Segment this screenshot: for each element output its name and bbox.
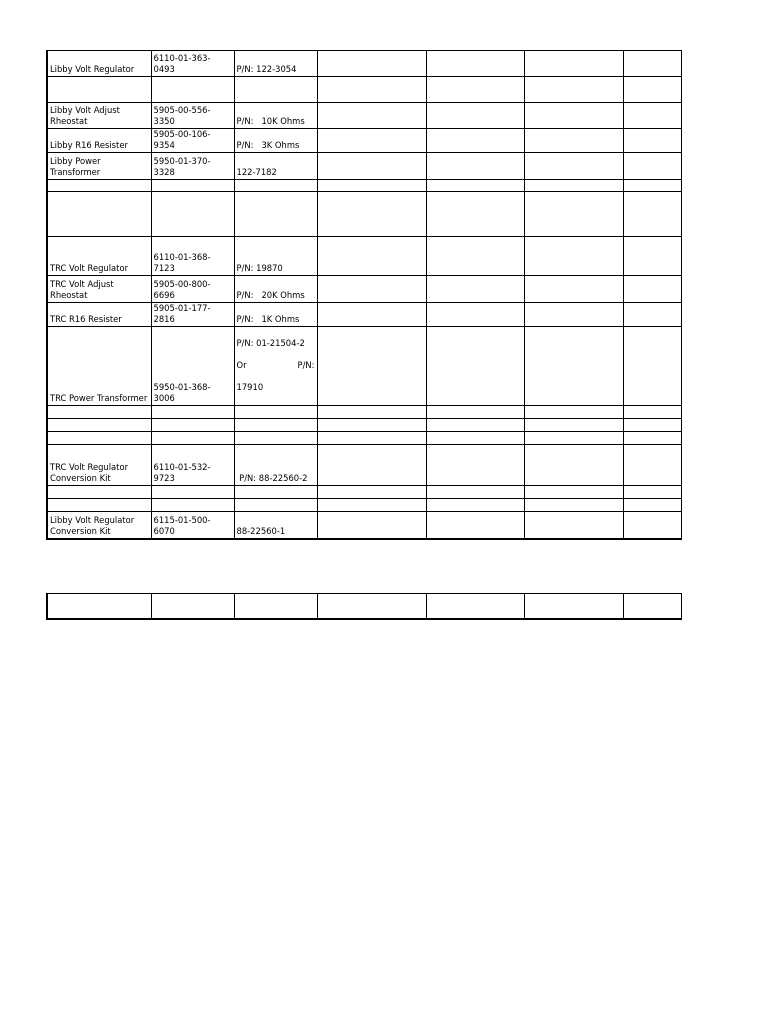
empty-cell[interactable] (623, 180, 681, 192)
empty-cell[interactable] (524, 153, 623, 180)
part-number-cell[interactable]: P/N: 10K Ohms (234, 103, 317, 129)
nsn-cell[interactable] (151, 486, 234, 499)
empty-cell[interactable] (623, 51, 681, 77)
part-number-alt-word: Or (236, 360, 247, 370)
empty-cell[interactable] (524, 432, 623, 445)
empty-cell[interactable] (623, 594, 681, 619)
empty-cell[interactable] (524, 499, 623, 512)
empty-cell[interactable] (426, 276, 524, 303)
part-number-cell[interactable] (234, 499, 317, 512)
nsn-cell[interactable]: 6110-01-532-9723 (151, 445, 234, 486)
empty-cell[interactable] (426, 103, 524, 129)
empty-cell[interactable] (524, 237, 623, 276)
empty-cell[interactable] (623, 237, 681, 276)
empty-cell[interactable] (317, 180, 426, 192)
empty-cell[interactable] (426, 512, 524, 539)
part-number-cell[interactable] (234, 432, 317, 445)
empty-cell[interactable] (524, 192, 623, 237)
empty-cell[interactable] (524, 129, 623, 153)
empty-cell[interactable] (623, 486, 681, 499)
part-number-cell[interactable] (234, 406, 317, 419)
empty-cell[interactable] (317, 327, 426, 406)
part-number-cell[interactable]: P/N: 1K Ohms (234, 303, 317, 327)
empty-cell[interactable] (524, 445, 623, 486)
empty-cell[interactable] (317, 419, 426, 432)
empty-cell[interactable] (524, 180, 623, 192)
empty-cell[interactable] (623, 445, 681, 486)
empty-cell[interactable] (317, 276, 426, 303)
nsn-cell[interactable]: 6110-01-368-7123 (151, 237, 234, 276)
part-number-cell[interactable]: P/N: 3K Ohms (234, 129, 317, 153)
nsn-cell[interactable]: 5950-01-370-3328 (151, 153, 234, 180)
item-description-cell[interactable] (47, 180, 151, 192)
item-description-cell[interactable]: Libby Power Transformer (47, 153, 151, 180)
nsn-cell[interactable]: 5905-00-800-6696 (151, 276, 234, 303)
nsn-cell[interactable] (151, 192, 234, 237)
empty-cell[interactable] (426, 303, 524, 327)
item-description-cell[interactable] (47, 419, 151, 432)
empty-cell[interactable] (623, 432, 681, 445)
empty-cell[interactable] (317, 129, 426, 153)
table-row (47, 594, 681, 619)
empty-cell[interactable] (524, 327, 623, 406)
empty-cell[interactable] (426, 499, 524, 512)
empty-cell[interactable] (317, 153, 426, 180)
empty-cell[interactable] (623, 192, 681, 237)
table-row (47, 486, 681, 499)
table-row (47, 327, 681, 406)
table-row (47, 77, 681, 103)
item-description-cell[interactable]: Libby Volt Regulator Conversion Kit (47, 512, 151, 539)
table-row (47, 432, 681, 445)
empty-cell[interactable] (317, 77, 426, 103)
empty-cell[interactable] (426, 594, 524, 619)
empty-cell[interactable] (524, 51, 623, 77)
item-description-cell[interactable] (47, 432, 151, 445)
empty-cell[interactable] (623, 276, 681, 303)
part-number-cell[interactable] (234, 77, 317, 103)
item-description-cell[interactable]: TRC R16 Resister (47, 303, 151, 327)
empty-cell[interactable] (317, 51, 426, 77)
empty-cell[interactable] (426, 51, 524, 77)
empty-cell[interactable] (623, 303, 681, 327)
empty-cell[interactable] (317, 192, 426, 237)
table-row (47, 512, 681, 539)
table-row (47, 445, 681, 486)
nsn-cell[interactable]: 5950-01-368-3006 (151, 327, 234, 406)
empty-cell[interactable] (426, 192, 524, 237)
table-row (47, 499, 681, 512)
empty-cell[interactable] (623, 129, 681, 153)
nsn-cell[interactable] (151, 419, 234, 432)
empty-cell[interactable] (151, 594, 234, 619)
empty-cell[interactable] (317, 303, 426, 327)
item-description-cell[interactable] (47, 77, 151, 103)
item-description-cell[interactable]: TRC Power Transformer (47, 327, 151, 406)
empty-cell[interactable] (426, 327, 524, 406)
empty-cell[interactable] (623, 327, 681, 406)
part-number-cell[interactable]: 88-22560-1 (234, 512, 317, 539)
item-description-cell[interactable] (47, 192, 151, 237)
empty-cell[interactable] (623, 103, 681, 129)
empty-cell[interactable] (524, 406, 623, 419)
item-description-cell[interactable] (47, 406, 151, 419)
empty-cell[interactable] (234, 594, 317, 619)
table-row (47, 153, 681, 180)
nsn-cell[interactable] (151, 406, 234, 419)
part-number-alt-prefix: P/N: (297, 360, 315, 370)
empty-cell[interactable] (524, 486, 623, 499)
table-row (47, 406, 681, 419)
item-description-cell[interactable] (47, 486, 151, 499)
empty-cell[interactable] (426, 129, 524, 153)
part-number-cell[interactable]: P/N: 20K Ohms (234, 276, 317, 303)
empty-cell[interactable] (317, 499, 426, 512)
part-number-cell[interactable] (234, 192, 317, 237)
empty-cell[interactable] (426, 180, 524, 192)
empty-cell[interactable] (623, 406, 681, 419)
nsn-cell[interactable]: 5905-01-177-2816 (151, 303, 234, 327)
empty-cell[interactable] (524, 303, 623, 327)
empty-cell[interactable] (524, 512, 623, 539)
part-number-cell[interactable]: P/N: 19870 (234, 237, 317, 276)
empty-cell[interactable] (623, 512, 681, 539)
empty-cell[interactable] (317, 237, 426, 276)
empty-cell[interactable] (426, 406, 524, 419)
empty-cell[interactable] (317, 432, 426, 445)
part-number-line: 17910 (236, 382, 264, 392)
item-description-cell[interactable]: TRC Volt Regulator (47, 237, 151, 276)
empty-cell[interactable] (426, 445, 524, 486)
empty-cell[interactable] (426, 486, 524, 499)
nsn-cell[interactable]: 6110-01-363-0493 (151, 51, 234, 77)
table-row (47, 419, 681, 432)
empty-cell[interactable] (317, 103, 426, 129)
nsn-cell[interactable] (151, 77, 234, 103)
empty-cell[interactable] (524, 594, 623, 619)
empty-cell[interactable] (317, 406, 426, 419)
empty-cell[interactable] (317, 512, 426, 539)
table-row (47, 180, 681, 192)
table-row (47, 51, 681, 77)
part-number-line: P/N: 01-21504-2 (236, 338, 305, 348)
empty-cell[interactable] (426, 77, 524, 103)
item-description-cell[interactable] (47, 499, 151, 512)
item-description-cell[interactable]: Libby Volt Adjust Rheostat (47, 103, 151, 129)
empty-cell[interactable] (426, 419, 524, 432)
item-description-cell[interactable]: TRC Volt Regulator Conversion Kit (47, 445, 151, 486)
part-number-cell[interactable]: 122-7182 (234, 153, 317, 180)
empty-cell[interactable] (623, 499, 681, 512)
nsn-cell[interactable]: 6115-01-500-6070 (151, 512, 234, 539)
blank-table-row (46, 593, 682, 620)
empty-cell[interactable] (426, 432, 524, 445)
part-number-line (237, 360, 315, 371)
empty-cell[interactable] (47, 594, 151, 619)
empty-cell[interactable] (524, 103, 623, 129)
nsn-cell[interactable] (151, 432, 234, 445)
table-row (47, 192, 681, 237)
nsn-cell[interactable]: 5905-00-106-9354 (151, 129, 234, 153)
empty-cell[interactable] (317, 486, 426, 499)
table-row (47, 276, 681, 303)
empty-cell[interactable] (524, 77, 623, 103)
part-number-cell[interactable]: P/N: 122-3054 (234, 51, 317, 77)
part-number-cell[interactable]: P/N: 88-22560-2 (234, 445, 317, 486)
nsn-cell[interactable] (151, 180, 234, 192)
empty-cell[interactable] (623, 77, 681, 103)
item-description-cell[interactable]: Libby R16 Resister (47, 129, 151, 153)
empty-cell[interactable] (317, 445, 426, 486)
part-number-cell[interactable] (234, 419, 317, 432)
nsn-cell[interactable] (151, 499, 234, 512)
table-row (47, 237, 681, 276)
table-row (47, 129, 681, 153)
empty-cell[interactable] (317, 594, 426, 619)
item-description-cell[interactable]: TRC Volt Adjust Rheostat (47, 276, 151, 303)
empty-cell[interactable] (426, 237, 524, 276)
part-number-cell[interactable] (234, 486, 317, 499)
part-number-cell[interactable] (234, 180, 317, 192)
empty-cell[interactable] (426, 153, 524, 180)
parts-table (46, 50, 682, 540)
empty-cell[interactable] (524, 419, 623, 432)
table-row (47, 303, 681, 327)
empty-cell[interactable] (623, 419, 681, 432)
item-description-cell[interactable]: Libby Volt Regulator (47, 51, 151, 77)
nsn-cell[interactable]: 5905-00-556-3350 (151, 103, 234, 129)
empty-cell[interactable] (524, 276, 623, 303)
part-number-cell[interactable] (234, 327, 317, 406)
empty-cell[interactable] (623, 153, 681, 180)
table-row (47, 103, 681, 129)
